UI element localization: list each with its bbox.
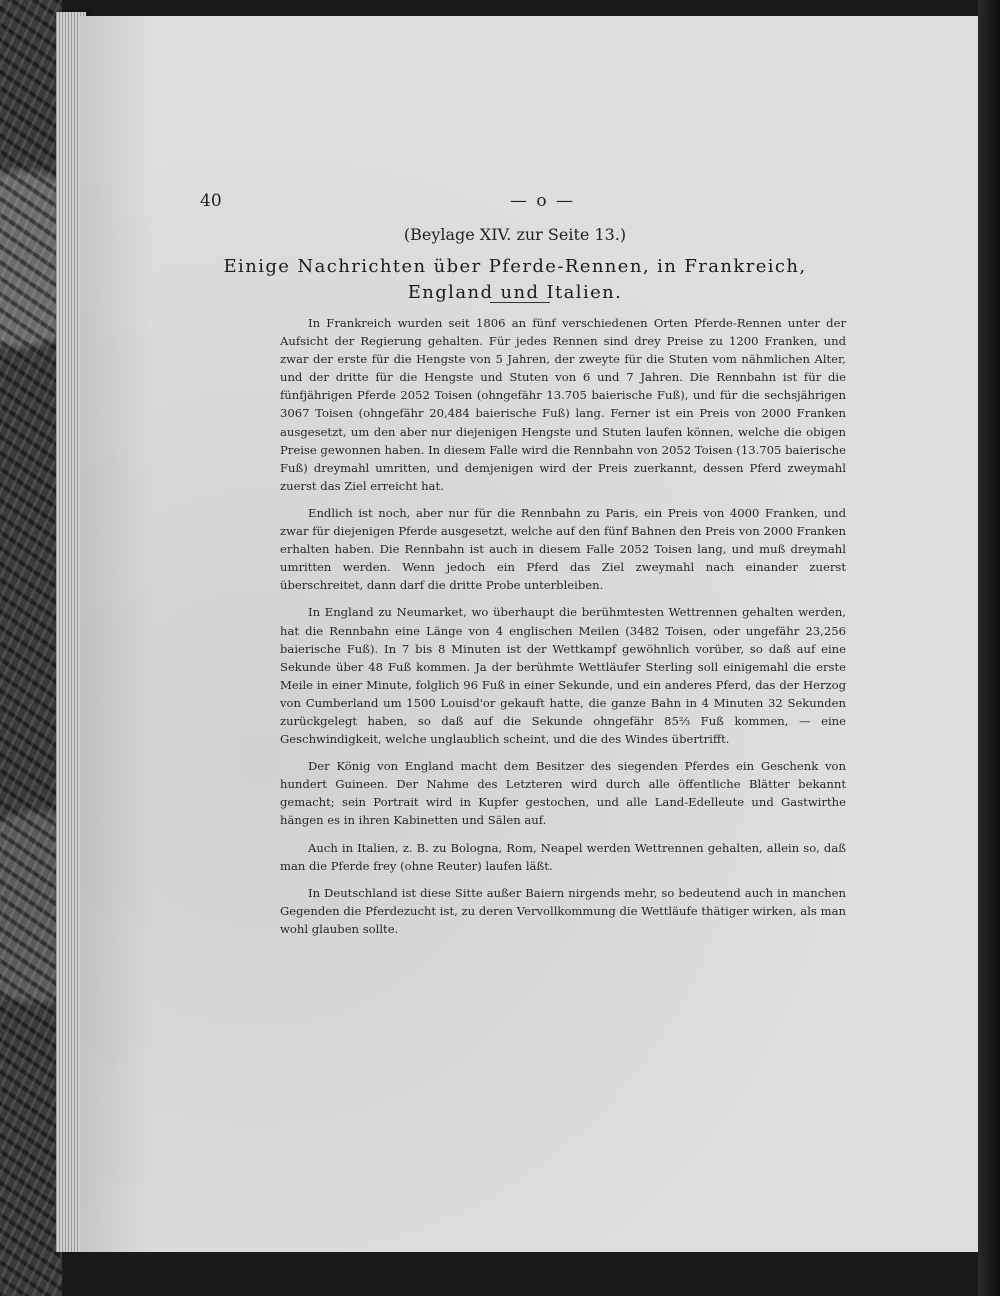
header-ornament: — o — <box>510 191 576 211</box>
paragraph: Auch in Italien, z. B. zu Bologna, Rom, Neapel werden Wettrennen gehalten, allein so, daß man die Pferde frey (ohne Reuter) laufen läßt. <box>280 840 846 873</box>
title-line-2: England und Italien. <box>407 282 623 303</box>
paragraph: In England zu Neumarket, wo überhaupt die berühmtesten Wettrennen gehalten werden, hat die Rennbahn eine Länge von 4 englischen Meilen (3482 Toisen, oder ungefähr 23,256 baierische Fuß). In 7 bis 8 Minuten ist der Wettkampf gewöhnlich vorüber, so daß auf eine Sekunde über 48 Fuß kommen. Ja der berühmte Wettläufer Sterling soll einigemahl die erste Meile in einer Minute, folglich 96 Fuß in einer Sekunde, und ein anderes Pferd, das der Herzog von Cumberland um 1500 Louisd'or gekauft hatte, die ganze Bahn in 4 Minuten 32 Sekunden zurückgelegt haben, so daß auf die Sekunde ohngefähr 85⅔ Fuß kommen, — eine Geschwindigkeit, welche unglaublich scheint, und die des Windes übertrifft. <box>280 605 846 747</box>
right-shadow <box>978 0 1000 1296</box>
supplement-heading: (Beylage XIV. zur Seite 13.) <box>403 225 627 244</box>
paragraph: Endlich ist noch, aber nur für die Rennbahn zu Paris, ein Preis von 4000 Franken, und zwar für diejenigen Pferde ausgesetzt, welche auf den fünf Bahnen den Preis von 2000 Franken erhalten haben. Die Rennbahn ist auch in diesem Falle 2052 Toisen lang, und muß dreymahl umritten werden. Wenn jedoch ein Pferd das Ziel zweymahl nach einander zuerst überschreitet, dann darf die dritte Probe unterbleiben. <box>280 505 846 593</box>
page-number: 40 <box>200 191 222 211</box>
paragraph: In Frankreich wurden seit 1806 an fünf verschiedenen Orten Pferde-Rennen unter der Aufsicht der Regierung gehalten. Für jedes Rennen sind drey Preise zu 1200 Franken, und zwar der erste für die Hengste von 5 Jahren, der zweyte für die Stuten vom nähmlichen Alter, und der dritte für die Hengste und Stuten von 6 und 7 Jahren. Die Rennbahn ist für die fünfjährigen Pferde 2052 Toisen (ohngefähr 13.705 baierische Fuß), und für die sechsjährigen 3067 Toisen (ohngefähr 20,484 baierische Fuß) lang. Ferner ist ein Preis von 2000 Franken ausgesetzt, um den aber nur diejenigen Hengste und Stuten laufen können, welche die obigen Preise gewonnen haben. In diesem Falle wird die Rennbahn von 2052 Toisen (13.705 baierische Fuß) dreymahl umritten, und demjenigen wird der Preis zuerkannt, dessen Pferd zweymahl zuerst das Ziel erreicht hat. <box>280 316 846 493</box>
paragraph: In Deutschland ist diese Sitte außer Baiern nirgends mehr, so bedeutend auch in manchen Gegenden die Pferdezucht ist, zu deren Vervollkommung die Wettläufe thätiger wirken, als man wohl glauben sollte. <box>280 885 846 936</box>
title-line-1: Einige Nachrichten über Pferde-Rennen, in Frankreich, <box>223 256 807 277</box>
marbled-cover <box>0 0 62 1296</box>
article-body <box>280 314 846 947</box>
title-rule <box>490 302 550 303</box>
running-header <box>200 191 830 219</box>
article-title <box>200 254 830 306</box>
paragraph: Der König von England macht dem Besitzer des siegenden Pferdes ein Geschenk von hundert Guineen. Der Nahme des Letzteren wird durch alle öffentliche Blätter bekannt gemacht; sein Portrait wird in Kupfer gestochen, und alle Land-Edelleute und Gastwirthe hängen es in ihren Kabinetten und Sälen auf. <box>280 759 846 828</box>
